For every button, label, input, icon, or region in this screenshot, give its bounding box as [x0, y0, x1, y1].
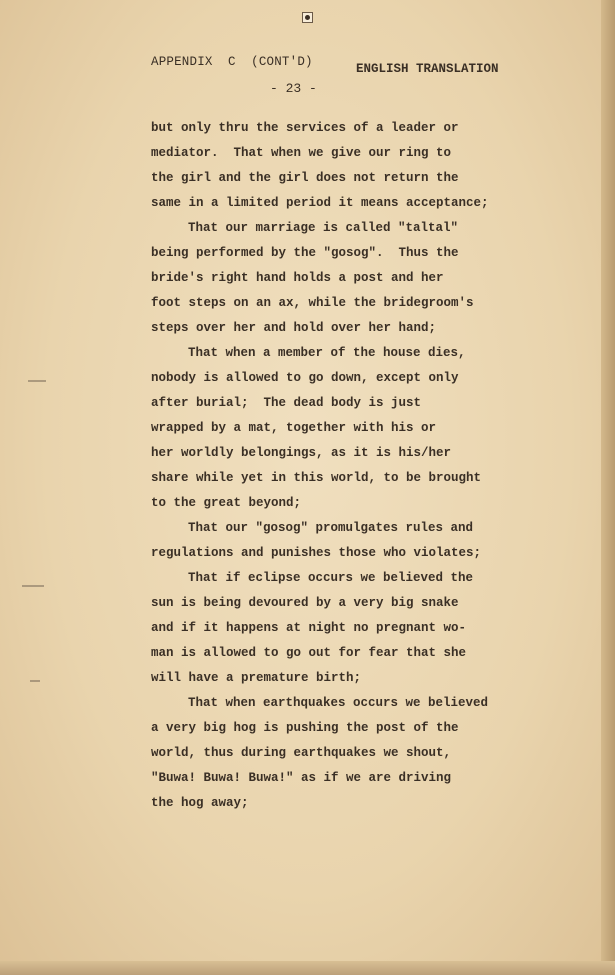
text-line: a very big hog is pushing the post of the [151, 721, 459, 735]
text-line: sun is being devoured by a very big snake [151, 596, 459, 610]
margin-mark [28, 380, 46, 382]
text-line: being performed by the "gosog". Thus the [151, 246, 459, 260]
text-line: That our marriage is called "taltal" [188, 221, 459, 235]
text-line: mediator. That when we give our ring to [151, 146, 452, 160]
text-line: man is allowed to go out for fear that she [151, 646, 467, 660]
appendix-heading: APPENDIX C (CONT'D) [151, 55, 313, 69]
text-line: but only thru the services of a leader or [151, 121, 459, 135]
page-edge-right [601, 0, 615, 975]
body-text [151, 116, 571, 816]
text-line: to the great beyond; [151, 496, 302, 510]
text-line: the hog away; [151, 796, 249, 810]
text-line: and if it happens at night no pregnant wo- [151, 621, 467, 635]
text-line: wrapped by a mat, together with his or [151, 421, 437, 435]
text-line: bride's right hand holds a post and her [151, 271, 444, 285]
text-line: her worldly belongings, as it is his/her [151, 446, 452, 460]
translation-heading: ENGLISH TRANSLATION [356, 62, 499, 76]
page-number: - 23 - [270, 81, 317, 96]
margin-mark [22, 585, 44, 587]
text-line: That when a member of the house dies, [188, 346, 466, 360]
text-line: regulations and punishes those who violates; [151, 546, 482, 560]
text-line: "Buwa! Buwa! Buwa!" as if we are driving [151, 771, 452, 785]
text-line: That our "gosog" promulgates rules and [188, 521, 474, 535]
binding-hole-icon [302, 12, 313, 23]
text-line: That when earthquakes occurs we believed [188, 696, 489, 710]
text-line: nobody is allowed to go down, except only [151, 371, 459, 385]
page-edge-bottom [0, 961, 615, 975]
text-line: steps over her and hold over her hand; [151, 321, 437, 335]
text-line: That if eclipse occurs we believed the [188, 571, 474, 585]
text-line: foot steps on an ax, while the bridegroom's [151, 296, 474, 310]
text-line: the girl and the girl does not return the [151, 171, 459, 185]
margin-mark [30, 680, 40, 682]
text-line: share while yet in this world, to be brought [151, 471, 482, 485]
text-line: after burial; The dead body is just [151, 396, 422, 410]
text-line: will have a premature birth; [151, 671, 362, 685]
text-line: world, thus during earthquakes we shout, [151, 746, 452, 760]
text-line: same in a limited period it means acceptance; [151, 196, 489, 210]
